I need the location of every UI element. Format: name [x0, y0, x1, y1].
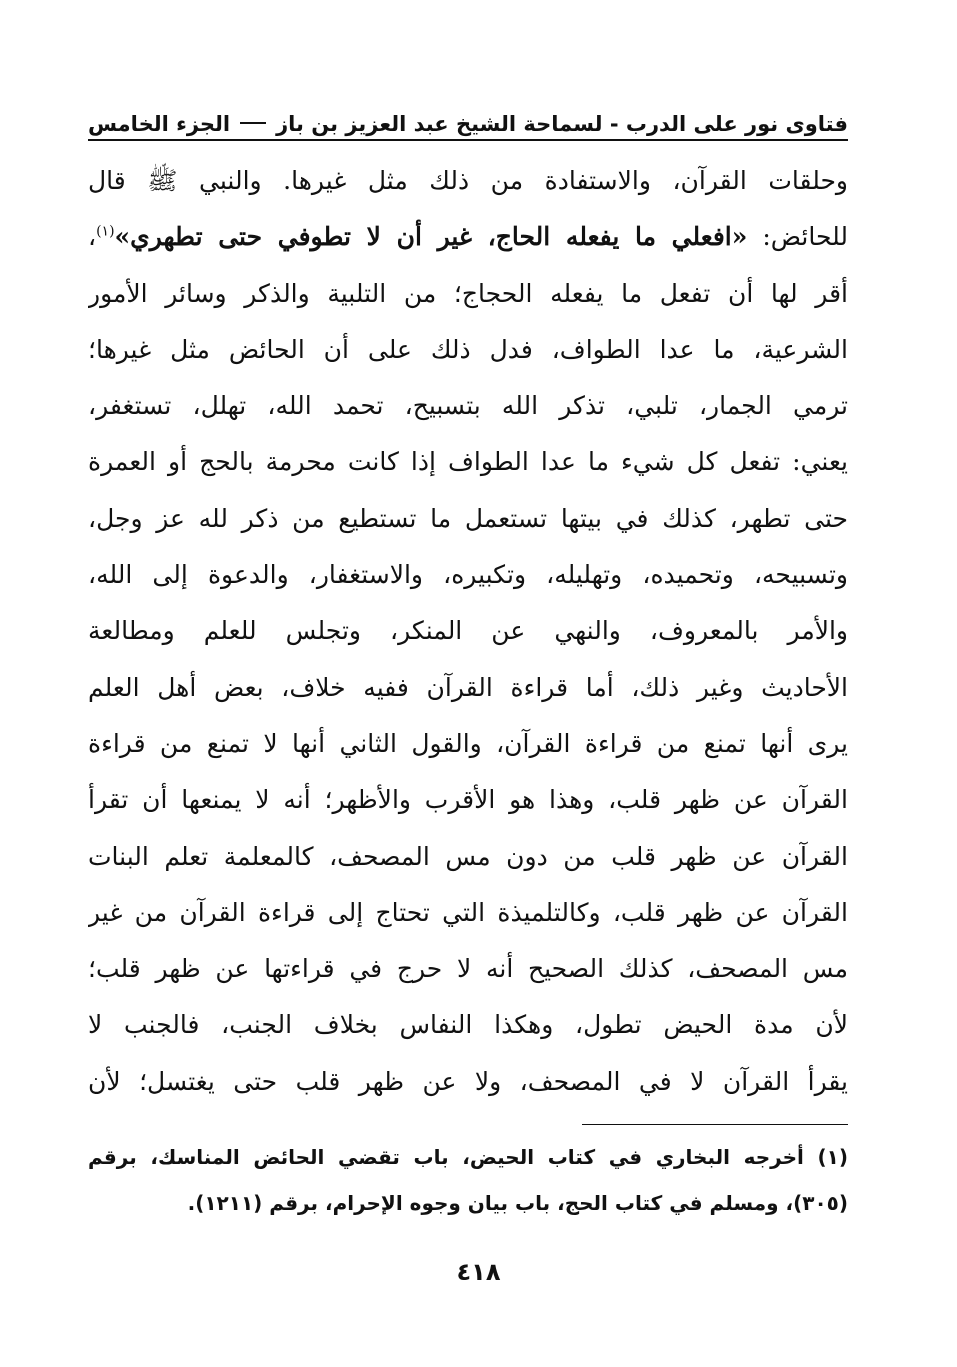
hadith-quote: «افعلي ما يفعله الحاج، غير أن لا تطوفي حتى تطهري»	[114, 222, 748, 252]
body-line	[88, 434, 848, 490]
body-line	[88, 997, 848, 1053]
body-line	[88, 1054, 848, 1110]
body-line	[88, 885, 848, 941]
book-title: فتاوى نور على الدرب - لسماحة الشيخ عبد العزيز بن باز	[276, 112, 848, 136]
text-run: حتى تطهر، كذلك في بيتها تستعمل ما تستطيع من ذكر لله عز وجل،	[88, 503, 848, 533]
text-run: ترمي الجمار، تلبي، تذكر الله بتسبيح، تحمد الله، تهلل، تستغفر،	[88, 391, 848, 421]
running-header	[88, 96, 848, 136]
body-line	[88, 941, 848, 997]
text-run: مس المصحف، كذلك الصحيح أنه لا حرج في قراءتها عن ظهر قلب؛	[88, 954, 848, 984]
body-line	[88, 772, 848, 828]
footnotes	[88, 1134, 848, 1226]
body-line	[88, 829, 848, 885]
page-number: ٤١٨	[456, 1258, 501, 1286]
text-run: يقرأ القرآن لا في المصحف، ولا عن ظهر قلب حتى يغتسل؛ لأن	[88, 1066, 848, 1096]
text-run: القرآن عن ظهر قلب، وكالتلميذة التي تحتاج إلى قراءة القرآن من غير	[88, 897, 848, 927]
body-line	[88, 378, 848, 434]
text-run: وحلقات القرآن، والاستفادة من ذلك مثل غيرها. والنبي ﷺ قال	[88, 166, 848, 195]
footnote-line: (٣٠٥)، ومسلم في كتاب الحج، باب بيان وجوه الإحرام، برقم (١٢١١).	[187, 1191, 848, 1215]
body-line	[88, 547, 848, 603]
text-run: ،	[88, 222, 97, 252]
text-run: يعني: تفعل كل شيء ما عدا الطواف إذا كانت محرمة بالحج أو العمرة	[88, 447, 848, 477]
body-line	[88, 153, 848, 209]
body-line	[88, 491, 848, 547]
header-divider	[88, 139, 848, 141]
text-run: القرآن عن ظهر قلب من دون مس المصحف، كالمعلمة تعلم البنات	[88, 841, 848, 871]
body-line	[88, 266, 848, 322]
body-line	[88, 322, 848, 378]
text-run: أقر لها أن تفعل ما يفعله الحجاج؛ من التلبية والذكر وسائر الأمور	[88, 278, 848, 308]
text-run: يرى أنها تمنع من قراءة القرآن، والقول الثاني أنها لا تمنع من قراءة	[88, 728, 848, 758]
text-run: والأمر بالمعروف، والنهي عن المنكر، وتجلس للعلم ومطالعة	[88, 616, 848, 646]
body-line	[88, 716, 848, 772]
text-run: القرآن عن ظهر قلب، وهذا هو الأقرب والأظهر؛ أنه لا يمنعها أن تقرأ	[88, 785, 848, 815]
footnote-separator	[582, 1124, 848, 1125]
body-line	[88, 603, 848, 659]
text-run: لأن مدة الحيض تطول، وهكذا النفاس بخلاف الجنب، فالجنب لا	[88, 1010, 848, 1040]
header-rule	[240, 122, 266, 124]
volume-label: الجزء الخامس	[88, 112, 231, 136]
text-run: للحائض:	[747, 222, 848, 252]
footnote-marker: (١)	[96, 223, 115, 240]
footnote-line: (١) أخرجه البخاري في كتاب الحيض، باب تقضي الحائض المناسك، برقم	[88, 1145, 848, 1169]
text-run: وتسبيحه، وتحميده، وتهليله، وتكبيره، والاستغفار، والدعوة إلى الله،	[88, 560, 848, 590]
body-line	[88, 209, 848, 265]
text-run: الأحاديث وغير ذلك، أما قراءة القرآن ففيه خلاف، بعض أهل العلم	[88, 672, 848, 702]
text-run: الشرعية، ما عدا الطواف، فدل ذلك على أن الحائض مثل غيرها؛	[88, 334, 848, 364]
body-line	[88, 660, 848, 716]
body-text	[88, 153, 848, 1110]
